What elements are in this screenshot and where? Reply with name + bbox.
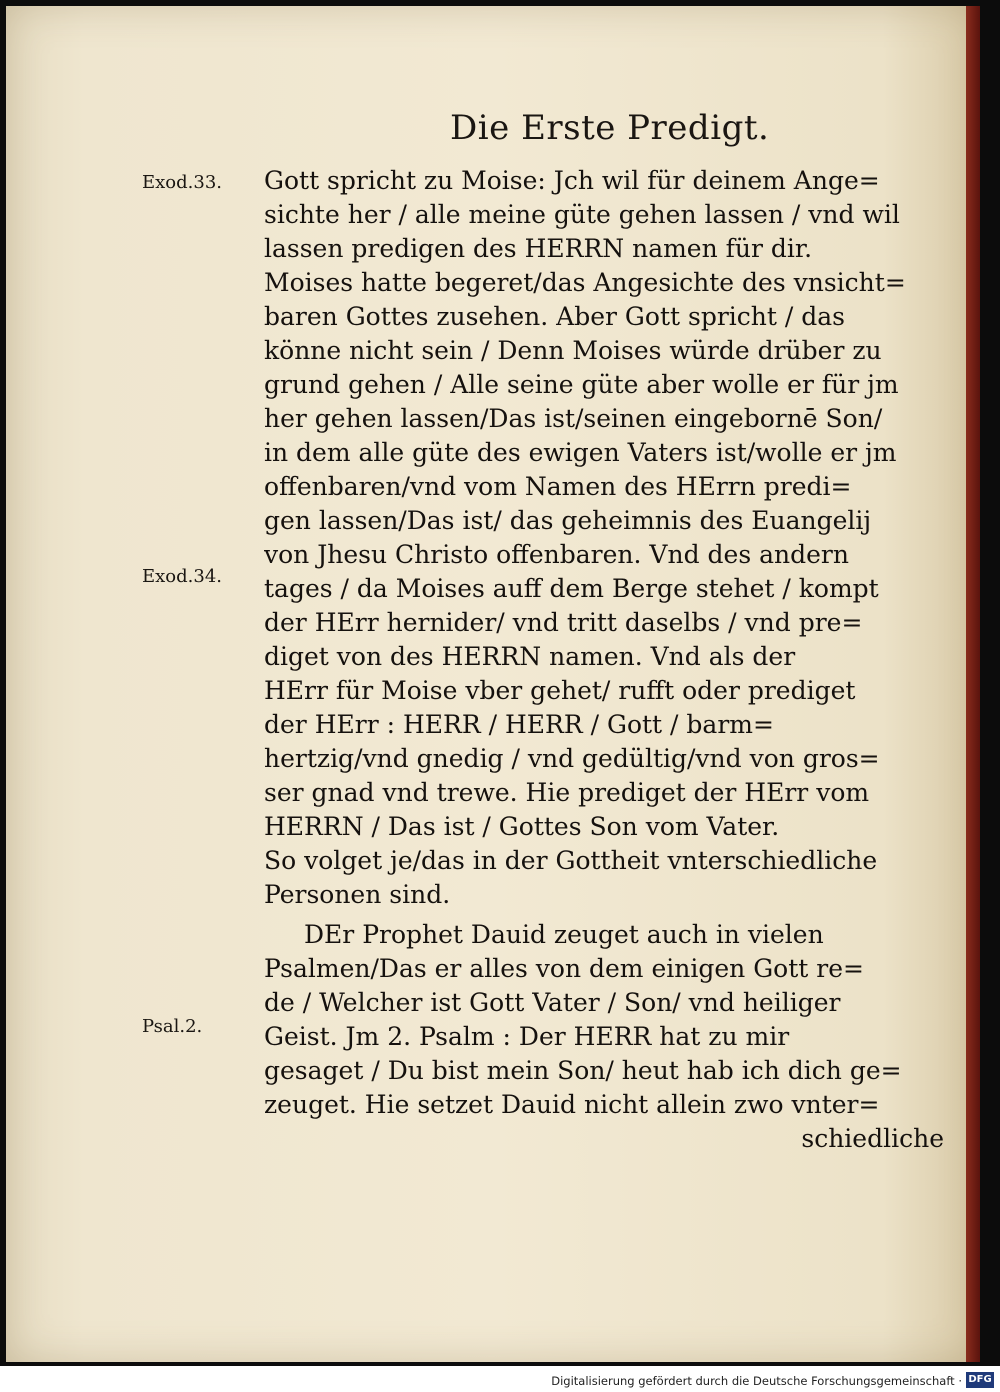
text-line: lassen predigen des HERRN namen für dir. xyxy=(264,234,813,263)
footer-credit: Digitalisierung gefördert durch die Deutsche Forschungsgemeinschaft · xyxy=(551,1374,962,1388)
text-line: könne nicht sein / Denn Moises würde drüber zu xyxy=(264,336,882,365)
text-line: Geist. Jm 2. Psalm : Der HERR hat zu mir xyxy=(264,1022,790,1051)
text-line: sichte her / alle meine güte gehen lassen / vnd wil xyxy=(264,200,900,229)
text-line: zeuget. Hie setzet Dauid nicht allein zwo vnter= xyxy=(264,1090,880,1119)
catchword: schiedliche xyxy=(801,1124,944,1153)
text-line: HErr für Moise vber gehet/ rufft oder prediget xyxy=(264,676,856,705)
margin-note-exod-33: Exod.33. xyxy=(142,172,222,193)
text-line: Moises hatte begeret/das Angesichte des vnsicht= xyxy=(264,268,906,297)
text-line: grund gehen / Alle seine güte aber wolle er für jm xyxy=(264,370,899,399)
page-title: Die Erste Predigt. xyxy=(450,108,770,148)
text-line: Psalmen/Das er alles von dem einigen Gott re= xyxy=(264,954,864,983)
margin-note-exod-34: Exod.34. xyxy=(142,566,222,587)
text-line: gen lassen/Das ist/ das geheimnis des Euangelij xyxy=(264,506,872,535)
text-line: offenbaren/vnd vom Namen des HErrn predi= xyxy=(264,472,852,501)
text-line: tages / da Moises auff dem Berge stehet / kompt xyxy=(264,574,879,603)
text-line: hertzig/vnd gnedig / vnd gedültig/vnd von gros= xyxy=(264,744,880,773)
paragraph-1 xyxy=(264,164,944,912)
text-line: in dem alle güte des ewigen Vaters ist/wolle er jm xyxy=(264,438,897,467)
text-line: HERRN / Das ist / Gottes Son vom Vater. xyxy=(264,812,780,841)
margin-note-psal-2: Psal.2. xyxy=(142,1016,203,1037)
book-spine-edge xyxy=(966,6,980,1362)
paragraph-2 xyxy=(264,918,944,1156)
text-line: der HErr : HERR / HERR / Gott / barm= xyxy=(264,710,774,739)
text-line: de / Welcher ist Gott Vater / Son/ vnd heiliger xyxy=(264,988,841,1017)
text-line: Gott spricht zu Moise: Jch wil für deinem Ange= xyxy=(264,166,880,195)
text-line: diget von des HERRN namen. Vnd als der xyxy=(264,642,796,671)
text-line: So volget je/das in der Gottheit vnterschiedliche xyxy=(264,846,878,875)
text-line: gesaget / Du bist mein Son/ heut hab ich dich ge= xyxy=(264,1056,902,1085)
text-line: ser gnad vnd trewe. Hie prediget der HErr vom xyxy=(264,778,870,807)
text-line: von Jhesu Christo offenbaren. Vnd des andern xyxy=(264,540,849,569)
text-line: der HErr hernider/ vnd tritt daselbs / vnd pre= xyxy=(264,608,863,637)
dfg-logo: DFG xyxy=(966,1372,994,1388)
text-line: baren Gottes zusehen. Aber Gott spricht / das xyxy=(264,302,845,331)
text-line: Personen sind. xyxy=(264,880,451,909)
text-line: her gehen lassen/Das ist/seinen eingebornē Son/ xyxy=(264,404,883,433)
text-line: DEr Prophet Dauid zeuget auch in vielen xyxy=(304,920,824,949)
